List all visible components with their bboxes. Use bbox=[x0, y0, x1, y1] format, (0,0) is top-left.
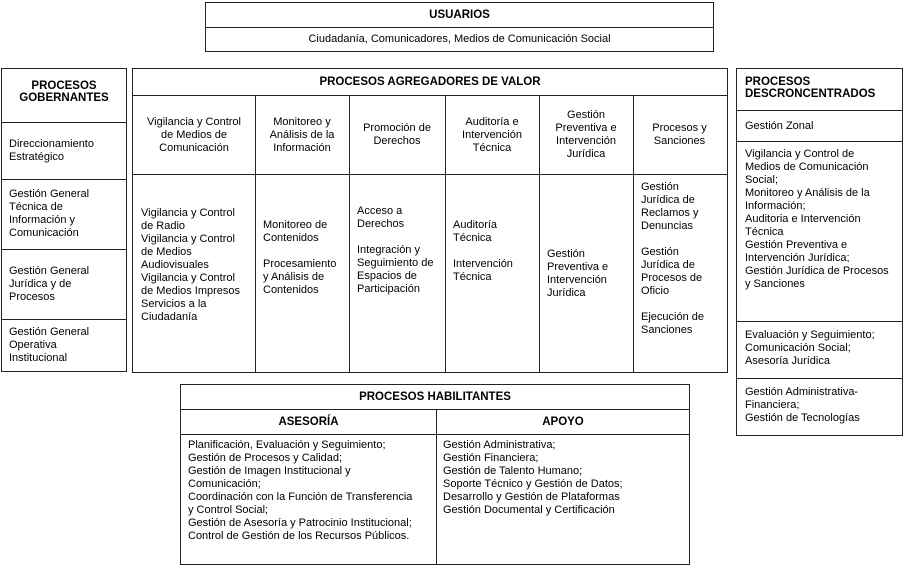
habilitantes-box bbox=[180, 384, 690, 565]
divider bbox=[2, 249, 126, 250]
agregador-header-line: Gestión bbox=[567, 109, 605, 121]
agregador-header-line: Monitoreo y bbox=[273, 115, 331, 128]
divider bbox=[737, 378, 902, 379]
agregador-body-line bbox=[453, 245, 531, 258]
agregador-header-line: Comunicación bbox=[159, 141, 229, 154]
agregador-header-line: Vigilancia y Control bbox=[147, 115, 241, 128]
asesoria-item: Gestión de Asesoría y Patrocinio Institucional; bbox=[188, 517, 412, 529]
asesoria-item: Gestión de Imagen Institucional y bbox=[188, 465, 351, 477]
gobernante-item-line: Gestión General bbox=[9, 188, 90, 200]
gobernante-item-line: Gestión General bbox=[9, 264, 90, 277]
apoyo-title: APOYO bbox=[542, 416, 584, 428]
desconcentrado-line: Evaluación y Seguimiento; bbox=[745, 329, 875, 341]
apoyo-item: Soporte Técnico y Gestión de Datos; bbox=[443, 478, 623, 490]
agregador-body-line: Espacios de bbox=[357, 270, 417, 282]
agregador-body-line: Técnica bbox=[453, 271, 492, 283]
gobernante-item-line: Institucional bbox=[9, 351, 68, 364]
agregador-body-line bbox=[357, 231, 437, 244]
agregador-body-line: Intervención bbox=[453, 258, 513, 270]
asesoria-item: Coordinación con la Función de Transferencia bbox=[188, 491, 413, 503]
gestion-zonal: Gestión Zonal bbox=[745, 120, 814, 132]
agregador-header-line: Análisis de la bbox=[269, 128, 335, 141]
desconcentrado-line: Gestión de Tecnologías bbox=[745, 412, 860, 424]
divider bbox=[737, 321, 902, 322]
agregador-header-line: Técnica bbox=[472, 141, 512, 154]
agregador-body-line: Gestión bbox=[641, 181, 679, 193]
divider bbox=[737, 110, 902, 111]
desconcentrados-group-2 bbox=[745, 329, 897, 368]
gobernante-item-line: Gestión General bbox=[9, 325, 90, 338]
agregador-header bbox=[445, 96, 539, 174]
agregador-body-line: Servicios a la bbox=[141, 298, 207, 310]
gobernante-item bbox=[9, 319, 124, 371]
agregador-body-line: Reclamos y bbox=[641, 207, 699, 219]
apoyo-item: Gestión Documental y Certificación bbox=[443, 504, 615, 516]
agregador-body-line: Jurídica bbox=[547, 286, 586, 299]
agregador-header bbox=[255, 96, 349, 174]
usuarios-text: Ciudadanía, Comunicadores, Medios de Comunicación Social bbox=[308, 33, 611, 45]
desconcentrados-box bbox=[736, 68, 903, 436]
agregador-body-line: Jurídica de bbox=[641, 259, 695, 271]
agregador-body-line bbox=[263, 245, 341, 258]
agregador-header bbox=[349, 96, 445, 174]
agregador-body-line: Vigilancia y Control bbox=[141, 233, 235, 245]
agregador-body-line: Derechos bbox=[357, 218, 405, 230]
agregador-body-line bbox=[641, 233, 718, 246]
agregador-body-line: Gestión bbox=[547, 247, 585, 260]
desconcentrado-line: Información; bbox=[745, 200, 806, 212]
desconcentrado-line: Gestión Administrativa- bbox=[745, 386, 859, 398]
desconcentrado-line: Vigilancia y Control de bbox=[745, 148, 855, 160]
agregador-body-line: Sanciones bbox=[641, 324, 693, 336]
agregador-body-line: de Radio bbox=[141, 220, 186, 232]
desconcentrado-line: Auditoria e Intervención bbox=[745, 213, 861, 225]
agregador-body-line: Acceso a bbox=[357, 205, 403, 217]
gobernante-item bbox=[9, 249, 124, 319]
agregador-body-line: Vigilancia y Control bbox=[141, 272, 235, 284]
habilitantes-title: PROCESOS HABILITANTES bbox=[359, 391, 511, 403]
agregador-body-line: Ejecución de bbox=[641, 311, 704, 323]
agregador-header-line: Intervención bbox=[462, 128, 522, 141]
agregador-body bbox=[453, 219, 531, 284]
agregador-header-line: Jurídica bbox=[566, 148, 606, 160]
gobernante-item-line: Información y bbox=[9, 214, 76, 226]
gobernantes-box bbox=[1, 68, 127, 372]
desconcentrado-line: Técnica bbox=[745, 226, 784, 238]
apoyo-item: Desarrollo y Gestión de Plataformas bbox=[443, 491, 620, 503]
agregador-header bbox=[133, 96, 255, 174]
agregador-body-line: Ciudadanía bbox=[141, 311, 198, 323]
agregador-body-line: Seguimiento de bbox=[357, 257, 434, 269]
agregador-body-line: Preventiva e bbox=[547, 260, 609, 273]
usuarios-box bbox=[205, 2, 714, 52]
divider bbox=[2, 179, 126, 180]
asesoria-list bbox=[188, 439, 433, 543]
agregador-body-line: Técnica bbox=[453, 232, 492, 244]
desconcentrado-line: y Sanciones bbox=[745, 278, 805, 290]
agregador-body bbox=[357, 205, 437, 296]
agregador-body-line: Intervención bbox=[547, 273, 607, 286]
agregador-header-line: de Medios de bbox=[160, 128, 228, 141]
divider bbox=[2, 319, 126, 320]
agregador-body-line: Denuncias bbox=[641, 220, 693, 232]
desconcentrado-line: Social; bbox=[745, 174, 779, 186]
agregador-header-line: Sanciones bbox=[653, 135, 706, 147]
divider bbox=[181, 434, 689, 435]
agregador-body-line: Auditoría bbox=[453, 219, 498, 231]
gobernante-item-line: Estratégico bbox=[9, 150, 65, 163]
gobernante-item-line: Direccionamiento bbox=[9, 137, 94, 150]
agregador-body-line: de Medios bbox=[141, 246, 192, 258]
asesoria-item: Planificación, Evaluación y Seguimiento; bbox=[188, 439, 386, 451]
desconcentrado-line: Medios de Comunicación bbox=[745, 161, 869, 173]
agregador-body bbox=[641, 181, 718, 337]
apoyo-item: Gestión de Talento Humano; bbox=[443, 465, 583, 477]
agregador-header-line: Preventiva e bbox=[555, 122, 617, 134]
agregador-body-line: y Análisis de bbox=[263, 271, 325, 283]
agregador-body-line: Contenidos bbox=[263, 284, 319, 296]
divider bbox=[436, 409, 437, 564]
agregador-body bbox=[141, 207, 247, 324]
agregador-body-line: de Medios Impresos bbox=[141, 285, 241, 297]
divider bbox=[737, 141, 902, 142]
asesoria-item: Comunicación; bbox=[188, 478, 261, 490]
agregador-header-line: Derechos bbox=[373, 135, 421, 147]
gobernante-item-line: Técnica de bbox=[9, 201, 63, 213]
agregador-body-line: Gestión bbox=[641, 246, 679, 258]
apoyo-list bbox=[443, 439, 683, 517]
gobernante-item-line: Operativa bbox=[9, 338, 57, 351]
agregador-body bbox=[263, 219, 341, 297]
agregador-body-line bbox=[641, 298, 718, 311]
gobernante-item-line: Jurídica y de bbox=[9, 277, 72, 290]
desconcentrado-line: Intervención Jurídica; bbox=[745, 252, 850, 264]
agregador-header bbox=[633, 96, 726, 174]
agregador-body-line: Audiovisuales bbox=[141, 259, 209, 271]
divider bbox=[133, 174, 727, 175]
agregador-body-line: Monitoreo de bbox=[263, 219, 328, 231]
usuarios-title: USUARIOS bbox=[429, 9, 490, 21]
agregador-header-line: Auditoría e bbox=[465, 115, 519, 128]
agregador-body-line: Contenidos bbox=[263, 232, 319, 244]
agregador-header-line: Procesos y bbox=[652, 122, 707, 134]
desconcentrados-group-1 bbox=[745, 148, 897, 291]
agregador-header-line: Intervención bbox=[556, 135, 616, 147]
asesoria-item: Control de Gestión de los Recursos Públicos. bbox=[188, 530, 410, 542]
agregador-body-line: Procesos de bbox=[641, 272, 703, 284]
agregador-header-line: Promoción de bbox=[363, 122, 431, 134]
desconcentrados-title: PROCESOS DESCRONCENTRADOS bbox=[745, 76, 876, 100]
asesoria-item: Gestión de Procesos y Calidad; bbox=[188, 452, 343, 464]
gobernante-item bbox=[9, 122, 124, 179]
apoyo-item: Gestión Financiera; bbox=[443, 452, 539, 464]
desconcentrado-line: Financiera; bbox=[745, 399, 800, 411]
gobernante-item-line: Comunicación bbox=[9, 227, 79, 239]
agregador-body-line: Participación bbox=[357, 283, 420, 295]
agregador-body-line: Integración y bbox=[357, 244, 420, 256]
desconcentrado-line: Gestión Preventiva e bbox=[745, 239, 848, 251]
desconcentrado-line: Comunicación Social; bbox=[745, 342, 851, 354]
gobernante-item bbox=[9, 179, 124, 249]
agregador-header bbox=[539, 96, 633, 174]
desconcentrado-line: Monitoreo y Análisis de la bbox=[745, 187, 870, 199]
agregadores-box bbox=[132, 68, 728, 373]
desconcentrados-group-3 bbox=[745, 386, 897, 425]
agregador-body bbox=[547, 175, 625, 372]
desconcentrado-line: Asesoría Jurídica bbox=[745, 355, 830, 367]
agregador-header-line: Información bbox=[273, 141, 331, 154]
asesoria-title: ASESORÍA bbox=[278, 416, 339, 428]
agregador-body-line: Vigilancia y Control bbox=[141, 207, 235, 219]
desconcentrado-line: Gestión Jurídica de Procesos bbox=[745, 265, 889, 277]
agregador-body-line: Procesamiento bbox=[263, 258, 337, 270]
gobernante-item-line: Procesos bbox=[9, 290, 55, 303]
asesoria-item: y Control Social; bbox=[188, 504, 269, 516]
agregador-body-line: Oficio bbox=[641, 285, 670, 297]
agregadores-title: PROCESOS AGREGADORES DE VALOR bbox=[319, 76, 541, 88]
gobernantes-title: PROCESOS GOBERNANTES bbox=[19, 80, 109, 104]
agregador-body-line: Jurídica de bbox=[641, 194, 695, 206]
apoyo-item: Gestión Administrativa; bbox=[443, 439, 556, 451]
